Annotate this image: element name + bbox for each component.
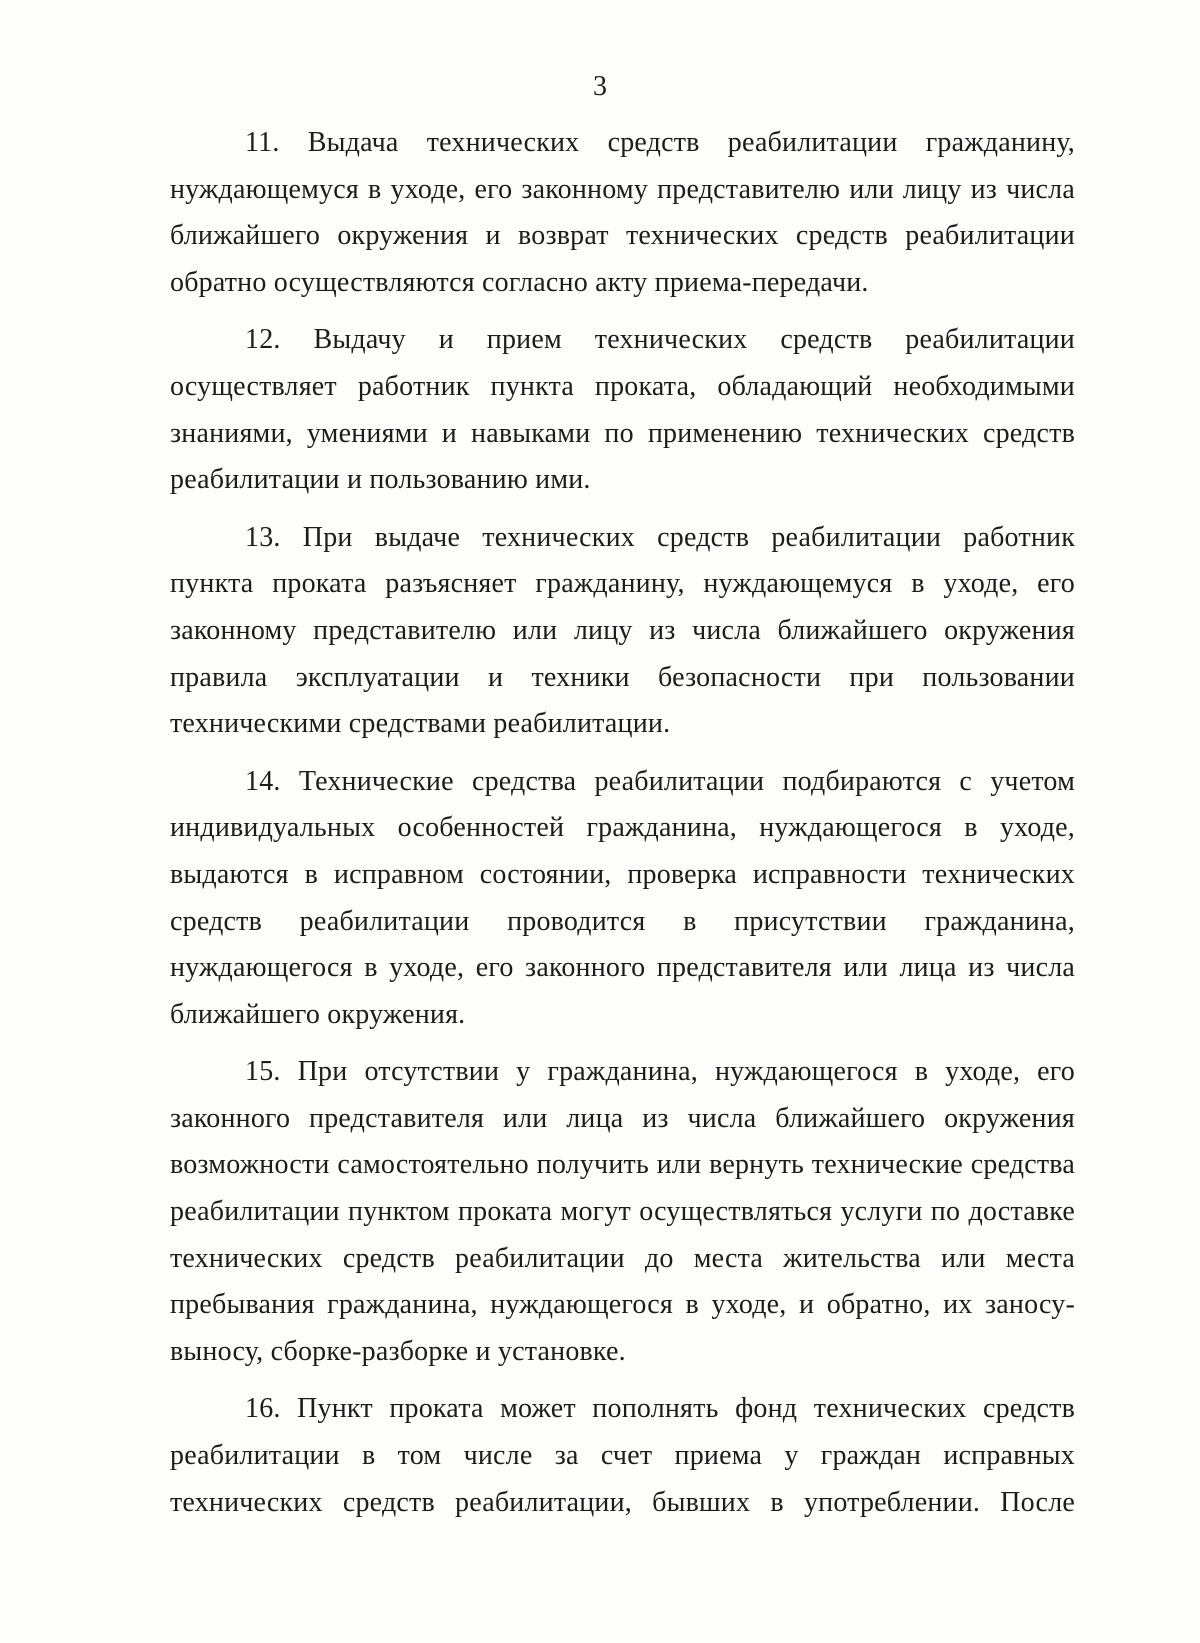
page-number: 3 bbox=[593, 71, 607, 102]
document-body bbox=[170, 120, 1075, 1537]
paragraph-11: 11. Выдача технических средств реабилитации гражданину, нуждающемуся в уходе, его законному представителю или лицу из числа ближайшего окружения и возврат технических средств реабилитации обратно осуществляются согласно акту приема-передачи. bbox=[170, 127, 1075, 298]
paragraph-14: 14. Технические средства реабилитации подбираются с учетом индивидуальных особенностей гражданина, нуждающегося в уходе, выдаются в исправном состоянии, проверка исправности технических средств реабилитации проводится в присутствии гражданина, нуждающегося в уходе, его законного представителя или лица из числа ближайшего окружения. bbox=[170, 765, 1075, 1030]
paragraph-12: 12. Выдачу и прием технических средств реабилитации осуществляет работник пункта проката, обладающий необходимыми знаниями, умениями и навыками по применению технических средств реабилитации и пользованию ими. bbox=[170, 324, 1075, 496]
paragraph-16: 16. Пункт проката может пополнять фонд технических средств реабилитации в том числе за счет приема у граждан исправных технических средств реабилитации, бывших в употреблении. После bbox=[170, 1393, 1075, 1518]
paragraph-15: 15. При отсутствии у гражданина, нуждающегося в уходе, его законного представителя или лица из числа ближайшего окружения возможности самостоятельно получить или вернуть технические средства реабилитации пунктом проката могут осуществляться услуги по доставке технических средств реабилитации до места жительства или места пребывания гражданина, нуждающегося в уходе, и обратно, их заносу-выносу, сборке-разборке и установке. bbox=[170, 1056, 1075, 1367]
paragraph-13: 13. При выдаче технических средств реабилитации работник пункта проката разъясняет гражданину, нуждающемуся в уходе, его законному представителю или лицу из числа ближайшего окружения правила эксплуатации и техники безопасности при пользовании техническими средствами реабилитации. bbox=[170, 521, 1075, 740]
